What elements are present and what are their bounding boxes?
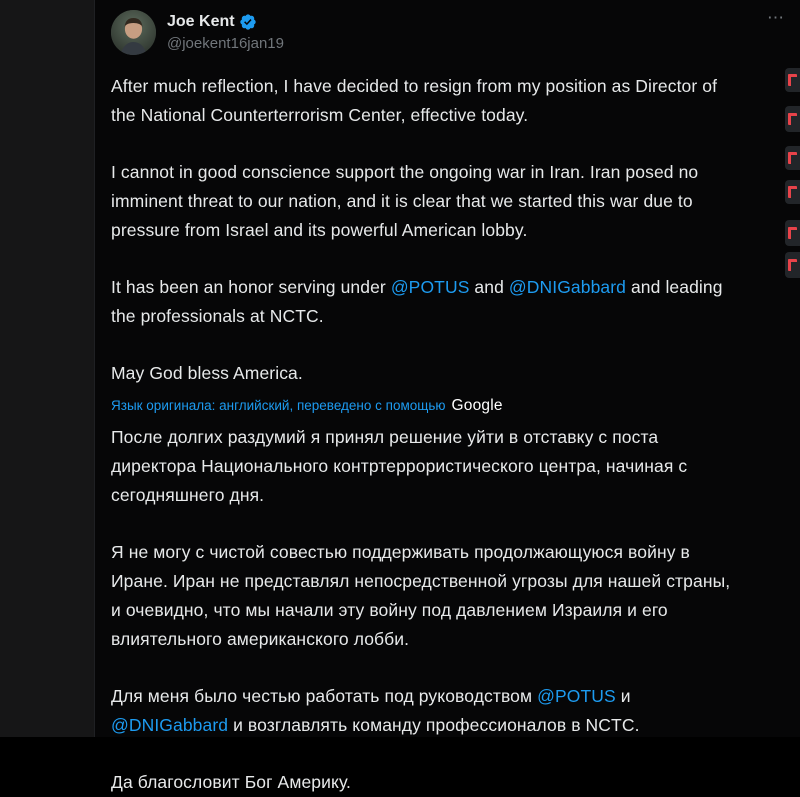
- author-name: Joe Kent: [167, 13, 235, 30]
- tweet-paragraph: [111, 682, 733, 740]
- text-segment: Да благословит Бог Америку.: [111, 772, 352, 792]
- tweet-paragraph: [111, 273, 733, 331]
- tweet-text-translated: [111, 423, 733, 797]
- text-segment: После долгих раздумий я принял решение уйти в отставку с поста директора Национального контртеррористического центра, начиная с сегодняшнего дня.: [111, 427, 688, 505]
- text-segment: I cannot in good conscience support the ongoing war in Iran. Iran posed no imminent threat to our nation, and it is clear that we started this war due to pressure from Israel and its powerful American lobby.: [111, 162, 699, 240]
- text-segment: Я не могу с чистой совестью поддерживать продолжающуюся войну в Иране. Иран не представлял непосредственной угрозы для нашей страны, и очевидно, что мы начали эту войну под давлением Израиля и его влиятельного американского лобби.: [111, 542, 731, 649]
- author-block: [167, 10, 284, 54]
- avatar[interactable]: [111, 10, 156, 55]
- translation-attribution-text: Язык оригинала: английский, переведено с помощью: [111, 398, 446, 413]
- clipped-edge-item[interactable]: [785, 146, 800, 170]
- tweet-paragraph: [111, 768, 733, 797]
- tweet-detail-panel: [94, 0, 800, 792]
- mention-link[interactable]: @POTUS: [537, 686, 616, 706]
- tweet-paragraph: [111, 158, 733, 245]
- translation-provider-logo: Google: [451, 397, 503, 414]
- text-segment: и возглавлять команду профессионалов в NCTC.: [228, 715, 640, 735]
- clipped-edge-item[interactable]: [785, 252, 800, 278]
- avatar-photo: [111, 10, 156, 55]
- text-segment: Для меня было честью работать под руководством: [111, 686, 538, 706]
- clipped-red-glyph: [788, 74, 797, 86]
- tweet-text-original: [111, 72, 733, 388]
- text-segment: After much reflection, I have decided to resign from my position as Director of the National Counterterrorism Center, effective today.: [111, 76, 718, 125]
- author-name-row[interactable]: [167, 12, 284, 32]
- left-gutter: [0, 0, 94, 737]
- tweet-header: [111, 8, 785, 55]
- clipped-edge-item[interactable]: [785, 106, 800, 132]
- mention-link[interactable]: @POTUS: [390, 277, 470, 297]
- translation-attribution: [111, 395, 733, 417]
- tweet-body: [111, 72, 733, 797]
- clipped-edge-item[interactable]: [785, 180, 800, 204]
- tweet-paragraph: [111, 72, 733, 130]
- mention-link[interactable]: @DNIGabbard: [111, 715, 229, 735]
- mention-link[interactable]: @DNIGabbard: [508, 277, 627, 297]
- clipped-red-glyph: [788, 227, 797, 239]
- clipped-edge-item[interactable]: [785, 220, 800, 246]
- clipped-red-glyph: [788, 259, 797, 271]
- clipped-red-glyph: [788, 113, 797, 125]
- tweet-paragraph: [111, 538, 733, 654]
- text-segment: It has been an honor serving under: [111, 277, 391, 297]
- text-segment: May God bless America.: [111, 363, 303, 383]
- clipped-red-glyph: [788, 152, 797, 164]
- text-segment: and: [469, 277, 509, 297]
- clipped-edge-item[interactable]: [785, 68, 800, 92]
- text-segment: и: [615, 686, 631, 706]
- text-segment: and leading the professionals at NCTC.: [111, 277, 723, 326]
- verified-badge-icon: [239, 13, 257, 31]
- tweet-paragraph: [111, 359, 733, 388]
- more-options-button[interactable]: ⋯: [767, 8, 785, 27]
- tweet-paragraph: [111, 423, 733, 510]
- author-handle: @joekent16jan19: [167, 35, 284, 52]
- clipped-red-glyph: [788, 186, 797, 198]
